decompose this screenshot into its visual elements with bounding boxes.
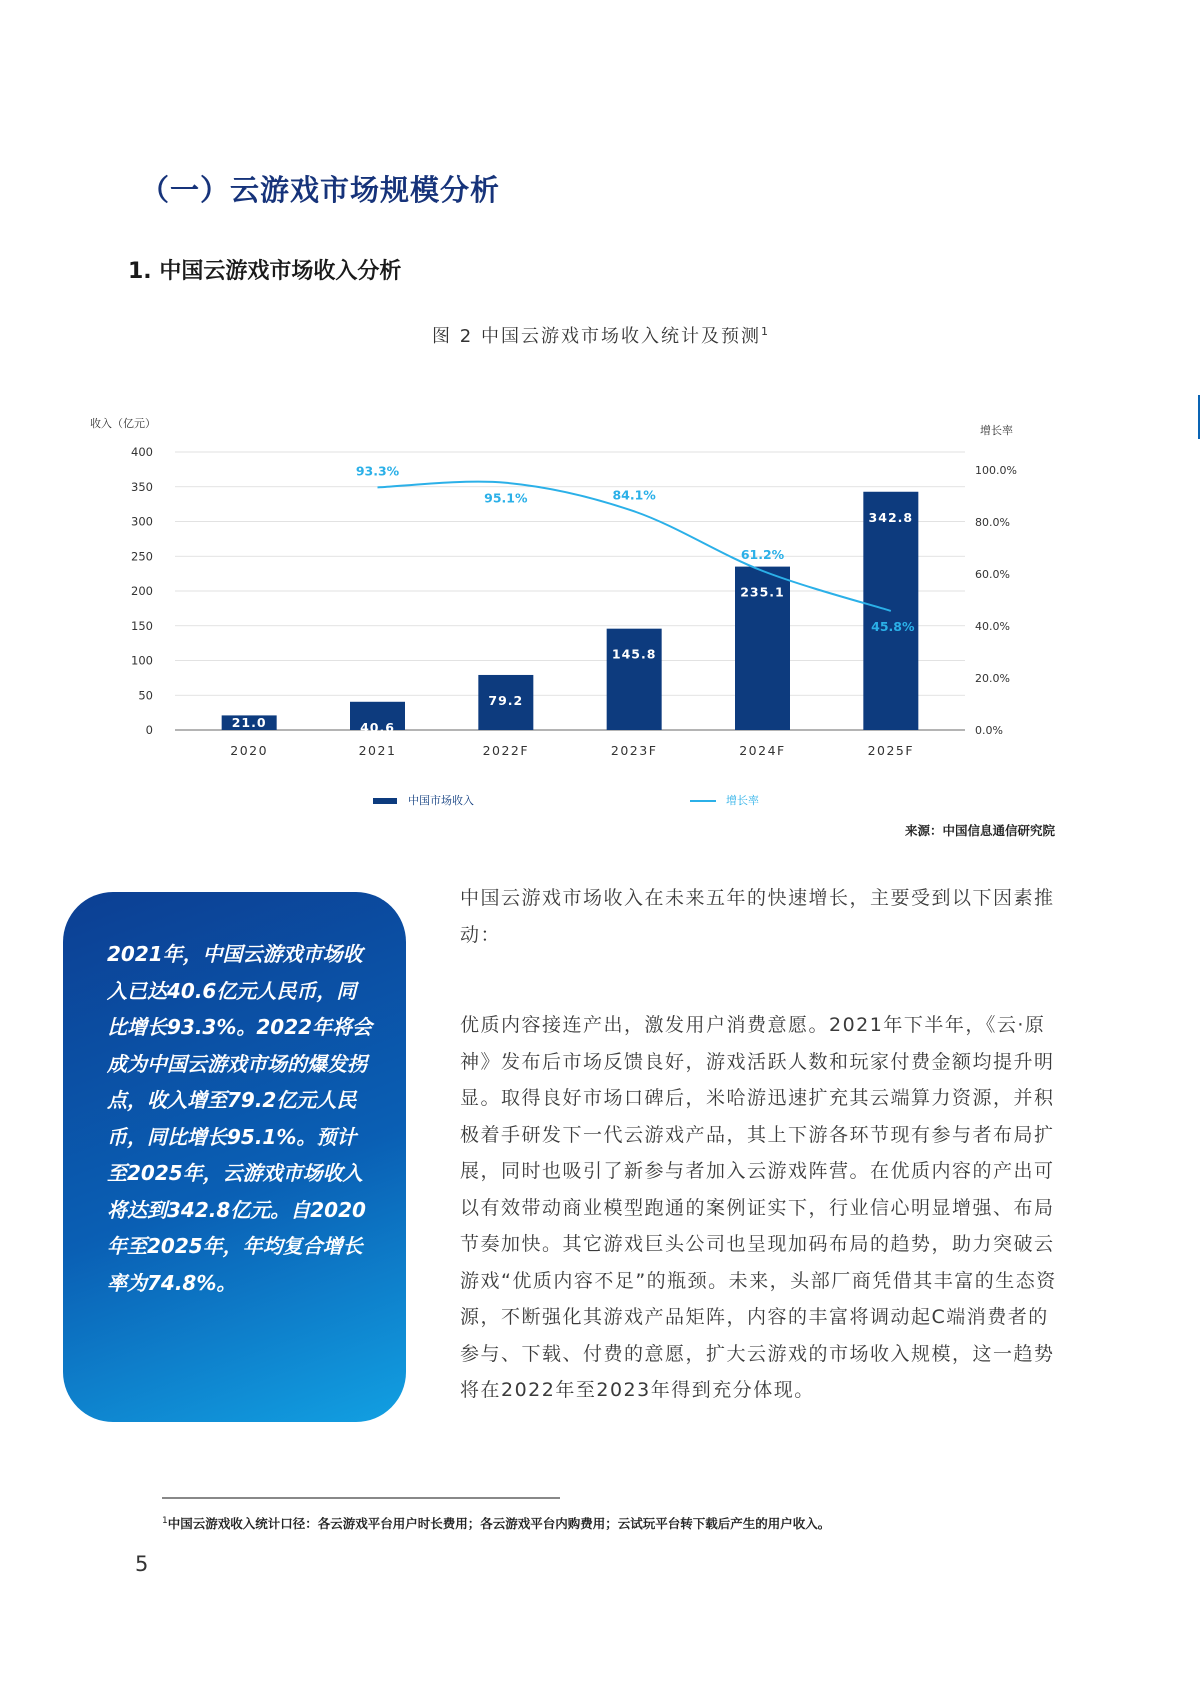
footnote-text: 中国云游戏收入统计口径：各云游戏平台用户时长费用；各云游戏平台内购费用；云试玩平台转下载后产生的用户收入。 [167,1516,831,1531]
y-right-tick-label: 60.0% [975,568,1010,581]
revenue-bars [222,492,919,735]
x-tick-label: 2022F [482,743,530,758]
y-left-tick-label: 400 [131,445,153,459]
revenue-bar-label: 79.2 [488,692,524,708]
y-left-tick-label: 0 [145,723,153,737]
section-title: （一）云游戏市场规模分析 [140,173,501,207]
y-right-tick-label: 80.0% [975,516,1010,529]
figure-footnote-ref: 1 [760,325,768,338]
y-right-tick-label: 0.0% [975,724,1003,737]
x-axis-ticks [230,743,914,758]
footnote-divider [162,1497,560,1499]
revenue-bar-label: 342.8 [868,509,914,525]
y-left-tick-label: 250 [131,549,153,564]
revenue-bar-label: 21.0 [231,715,267,730]
y-right-ticks [975,464,1017,737]
revenue-bar-label: 40.6 [360,719,395,735]
x-tick-label: 2023F [610,743,658,758]
y-left-tick-label: 100 [131,653,153,668]
growth-point-label: 95.1% [484,490,528,506]
y-left-ticks [131,445,153,737]
chart-source: 来源：中国信息通信研究院 [904,823,1055,838]
x-tick-label: 2024F [739,743,786,758]
revenue-bar-label: 235.1 [740,584,785,600]
footnote-marker: 1 [162,1515,168,1526]
revenue-bar-label: 145.8 [611,646,657,662]
highlight-callout [63,892,406,1422]
y-right-tick-label: 100.0% [975,464,1017,477]
growth-point-label: 61.2% [740,546,785,562]
figure-caption [0,322,1200,348]
y-left-tick-label: 300 [131,514,153,529]
callout-text: 2021年，中国云游戏市场收入已达40.6亿元人民币，同比增长93.3%。2022年将会成为中国云游戏市场的爆发拐点，收入增至79.2亿元人民币，同比增长95.1%。预计至2025年，云游戏市场收入将达到342.8亿元。自2020年至2025年，年均复合增长率为74.8%。 [107,942,373,1295]
y-right-tick-label: 40.0% [975,620,1010,633]
growth-line [356,463,915,634]
growth-point-label: 45.8% [871,618,915,634]
y-left-tick-label: 50 [138,688,153,703]
x-tick-label: 2021 [358,743,397,758]
y-left-tick-label: 150 [131,618,153,633]
y-left-tick-label: 200 [131,584,153,598]
y-left-tick-label: 350 [131,479,153,494]
revenue-bar [607,629,662,730]
page-number: 5 [135,1552,149,1576]
growth-point-label: 93.3% [355,463,400,479]
revenue-growth-chart [0,405,1200,845]
x-tick-label: 2025F [867,743,915,758]
intro-paragraph: 中国云游戏市场收入在未来五年的快速增长，主要受到以下因素推动： [460,887,1055,946]
y-right-tick-label: 20.0% [975,672,1010,685]
y-right-axis-label: 增长率 [980,424,1013,437]
legend-swatch-revenue [373,798,397,804]
legend [373,793,759,807]
figure-caption-text: 图 2 中国云游戏市场收入统计及预测 [432,326,761,347]
main-paragraph: 优质内容接连产出，激发用户消费意愿。2021年下半年，《云·原神》发布后市场反馈良好，游戏活跃人数和玩家付费金额均提升明显。取得良好市场口碑后，米哈游迅速扩充其云端算力资源，并积极着手研发下一代云游戏产品，其上下游各环节现有参与者布局扩展，同时也吸引了新参与者加入云游戏阵营。在优质内容的产出可以有效带动商业模型跑通的案例证实下，行业信心明显增强、布局节奏加快。其它游戏巨头公司也呈现加码布局的趋势，助力突破云游戏“优质内容不足”的瓶颈。未来，头部厂商凭借其丰富的生态资源，不断强化其游戏产品矩阵，内容的丰富将调动起C端消费者的参与、下载、付费的意愿，扩大云游戏的市场收入规模，这一趋势将在2022年至2023年得到充分体现。 [460,1014,1057,1401]
legend-label-revenue: 中国市场收入 [408,794,474,807]
y-left-axis-label: 收入（亿元） [90,417,156,430]
growth-point-label: 84.1% [612,487,656,503]
sub-title: 1. 中国云游戏市场收入分析 [128,259,402,284]
x-tick-label: 2020 [230,743,269,758]
footnote [162,1514,830,1532]
legend-label-growth: 增长率 [726,794,759,807]
